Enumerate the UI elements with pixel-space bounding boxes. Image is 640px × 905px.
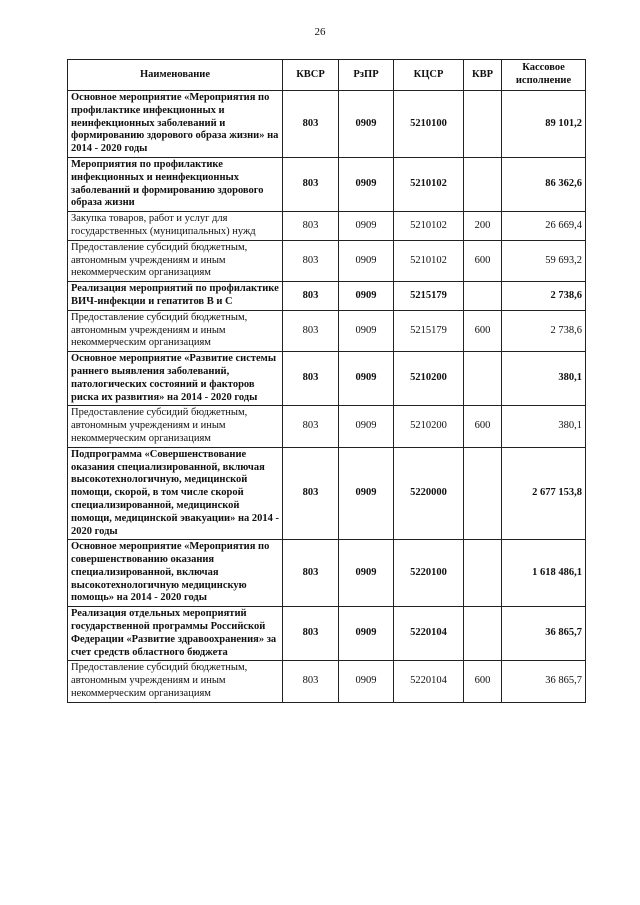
table-row bbox=[68, 406, 586, 447]
cell-kvr bbox=[464, 352, 502, 406]
cell-kvsr: 803 bbox=[283, 447, 339, 540]
cell-name: Предоставление субсидий бюджетным, автономным учреждениям и иным некоммерческим организациям bbox=[68, 310, 283, 351]
table-row bbox=[68, 240, 586, 281]
cell-kcsr: 5220104 bbox=[394, 661, 464, 702]
cell-kvr bbox=[464, 91, 502, 158]
cell-name: Подпрограмма «Совершенствование оказания специализированной, включая высокотехнологичную, медицинской помощи, скорой, в том числе скорой специализированной, медицинской помощи, медицинской эвакуации» на 2014 - 2020 годы bbox=[68, 447, 283, 540]
cell-name: Основное мероприятие «Мероприятия по совершенствованию оказания специализированной, включая высокотехнологичную медицинскую помощь» на 2014 - 2020 годы bbox=[68, 540, 283, 607]
header-name: Наименование bbox=[68, 60, 283, 91]
cell-kcsr: 5220104 bbox=[394, 607, 464, 661]
cell-name: Мероприятия по профилактике инфекционных и неинфекционных заболеваний и формированию здорового образа жизни bbox=[68, 157, 283, 211]
cell-kvsr: 803 bbox=[283, 212, 339, 241]
cell-kcsr: 5215179 bbox=[394, 282, 464, 311]
cell-kcsr: 5220000 bbox=[394, 447, 464, 540]
cell-amount: 2 738,6 bbox=[502, 282, 586, 311]
cell-name: Предоставление субсидий бюджетным, автономным учреждениям и иным некоммерческим организациям bbox=[68, 661, 283, 702]
cell-amount: 2 738,6 bbox=[502, 310, 586, 351]
cell-kvr bbox=[464, 282, 502, 311]
cell-name: Основное мероприятие «Мероприятия по профилактике инфекционных и неинфекционных заболеваний и формированию здорового образа жизни» на 2014 - 2020 годы bbox=[68, 91, 283, 158]
table-row bbox=[68, 310, 586, 351]
cell-amount: 380,1 bbox=[502, 406, 586, 447]
cell-name: Закупка товаров, работ и услуг для государственных (муниципальных) нужд bbox=[68, 212, 283, 241]
cell-amount: 26 669,4 bbox=[502, 212, 586, 241]
cell-kvr: 200 bbox=[464, 212, 502, 241]
cell-kvr bbox=[464, 447, 502, 540]
cell-kcsr: 5220100 bbox=[394, 540, 464, 607]
cell-amount: 89 101,2 bbox=[502, 91, 586, 158]
table-row bbox=[68, 607, 586, 661]
cell-rzpr: 0909 bbox=[339, 447, 394, 540]
cell-kvsr: 803 bbox=[283, 540, 339, 607]
cell-name: Реализация отдельных мероприятий государственной программы Российской Федерации «Развитие здравоохранения» за счет средств областного бюджета bbox=[68, 607, 283, 661]
cell-kcsr: 5210200 bbox=[394, 406, 464, 447]
table-row bbox=[68, 661, 586, 702]
cell-rzpr: 0909 bbox=[339, 310, 394, 351]
table-row bbox=[68, 282, 586, 311]
cell-amount: 2 677 153,8 bbox=[502, 447, 586, 540]
table-body bbox=[68, 91, 586, 703]
cell-kcsr: 5210100 bbox=[394, 91, 464, 158]
table-row bbox=[68, 540, 586, 607]
cell-amount: 36 865,7 bbox=[502, 661, 586, 702]
cell-kvsr: 803 bbox=[283, 282, 339, 311]
cell-rzpr: 0909 bbox=[339, 661, 394, 702]
cell-rzpr: 0909 bbox=[339, 212, 394, 241]
table-row bbox=[68, 352, 586, 406]
cell-amount: 380,1 bbox=[502, 352, 586, 406]
cell-kvsr: 803 bbox=[283, 310, 339, 351]
cell-rzpr: 0909 bbox=[339, 157, 394, 211]
cell-kvr bbox=[464, 540, 502, 607]
cell-kcsr: 5210200 bbox=[394, 352, 464, 406]
header-kcsr: КЦСР bbox=[394, 60, 464, 91]
cell-kvsr: 803 bbox=[283, 240, 339, 281]
table-header-row bbox=[68, 60, 586, 91]
cell-amount: 86 362,6 bbox=[502, 157, 586, 211]
table-row bbox=[68, 212, 586, 241]
cell-rzpr: 0909 bbox=[339, 607, 394, 661]
cell-name: Реализация мероприятий по профилактике ВИЧ-инфекции и гепатитов В и С bbox=[68, 282, 283, 311]
cell-name: Основное мероприятие «Развитие системы раннего выявления заболеваний, патологических состояний и факторов риска их развития» на 2014 - 2020 годы bbox=[68, 352, 283, 406]
cell-rzpr: 0909 bbox=[339, 240, 394, 281]
cell-amount: 36 865,7 bbox=[502, 607, 586, 661]
header-rzpr: РзПР bbox=[339, 60, 394, 91]
cell-rzpr: 0909 bbox=[339, 406, 394, 447]
header-kvsr: КВСР bbox=[283, 60, 339, 91]
cell-kvr bbox=[464, 607, 502, 661]
cell-kvr: 600 bbox=[464, 240, 502, 281]
cell-kcsr: 5210102 bbox=[394, 157, 464, 211]
cell-rzpr: 0909 bbox=[339, 352, 394, 406]
cell-kvr: 600 bbox=[464, 661, 502, 702]
cell-kvsr: 803 bbox=[283, 352, 339, 406]
page-number: 26 bbox=[314, 26, 326, 38]
table-row bbox=[68, 447, 586, 540]
cell-kcsr: 5215179 bbox=[394, 310, 464, 351]
cell-amount: 59 693,2 bbox=[502, 240, 586, 281]
cell-kvr bbox=[464, 157, 502, 211]
header-amount: Кассовое исполнение bbox=[502, 60, 586, 91]
cell-rzpr: 0909 bbox=[339, 282, 394, 311]
cell-kvsr: 803 bbox=[283, 661, 339, 702]
cell-kvsr: 803 bbox=[283, 91, 339, 158]
cell-rzpr: 0909 bbox=[339, 91, 394, 158]
cell-kcsr: 5210102 bbox=[394, 212, 464, 241]
cell-name: Предоставление субсидий бюджетным, автономным учреждениям и иным некоммерческим организациям bbox=[68, 240, 283, 281]
header-kvr: КВР bbox=[464, 60, 502, 91]
cell-name: Предоставление субсидий бюджетным, автономным учреждениям и иным некоммерческим организациям bbox=[68, 406, 283, 447]
cell-kvr: 600 bbox=[464, 406, 502, 447]
cell-amount: 1 618 486,1 bbox=[502, 540, 586, 607]
cell-rzpr: 0909 bbox=[339, 540, 394, 607]
cell-kvsr: 803 bbox=[283, 157, 339, 211]
cell-kcsr: 5210102 bbox=[394, 240, 464, 281]
budget-execution-table bbox=[67, 59, 586, 703]
cell-kvr: 600 bbox=[464, 310, 502, 351]
cell-kvsr: 803 bbox=[283, 607, 339, 661]
table-row bbox=[68, 91, 586, 158]
cell-kvsr: 803 bbox=[283, 406, 339, 447]
table-row bbox=[68, 157, 586, 211]
